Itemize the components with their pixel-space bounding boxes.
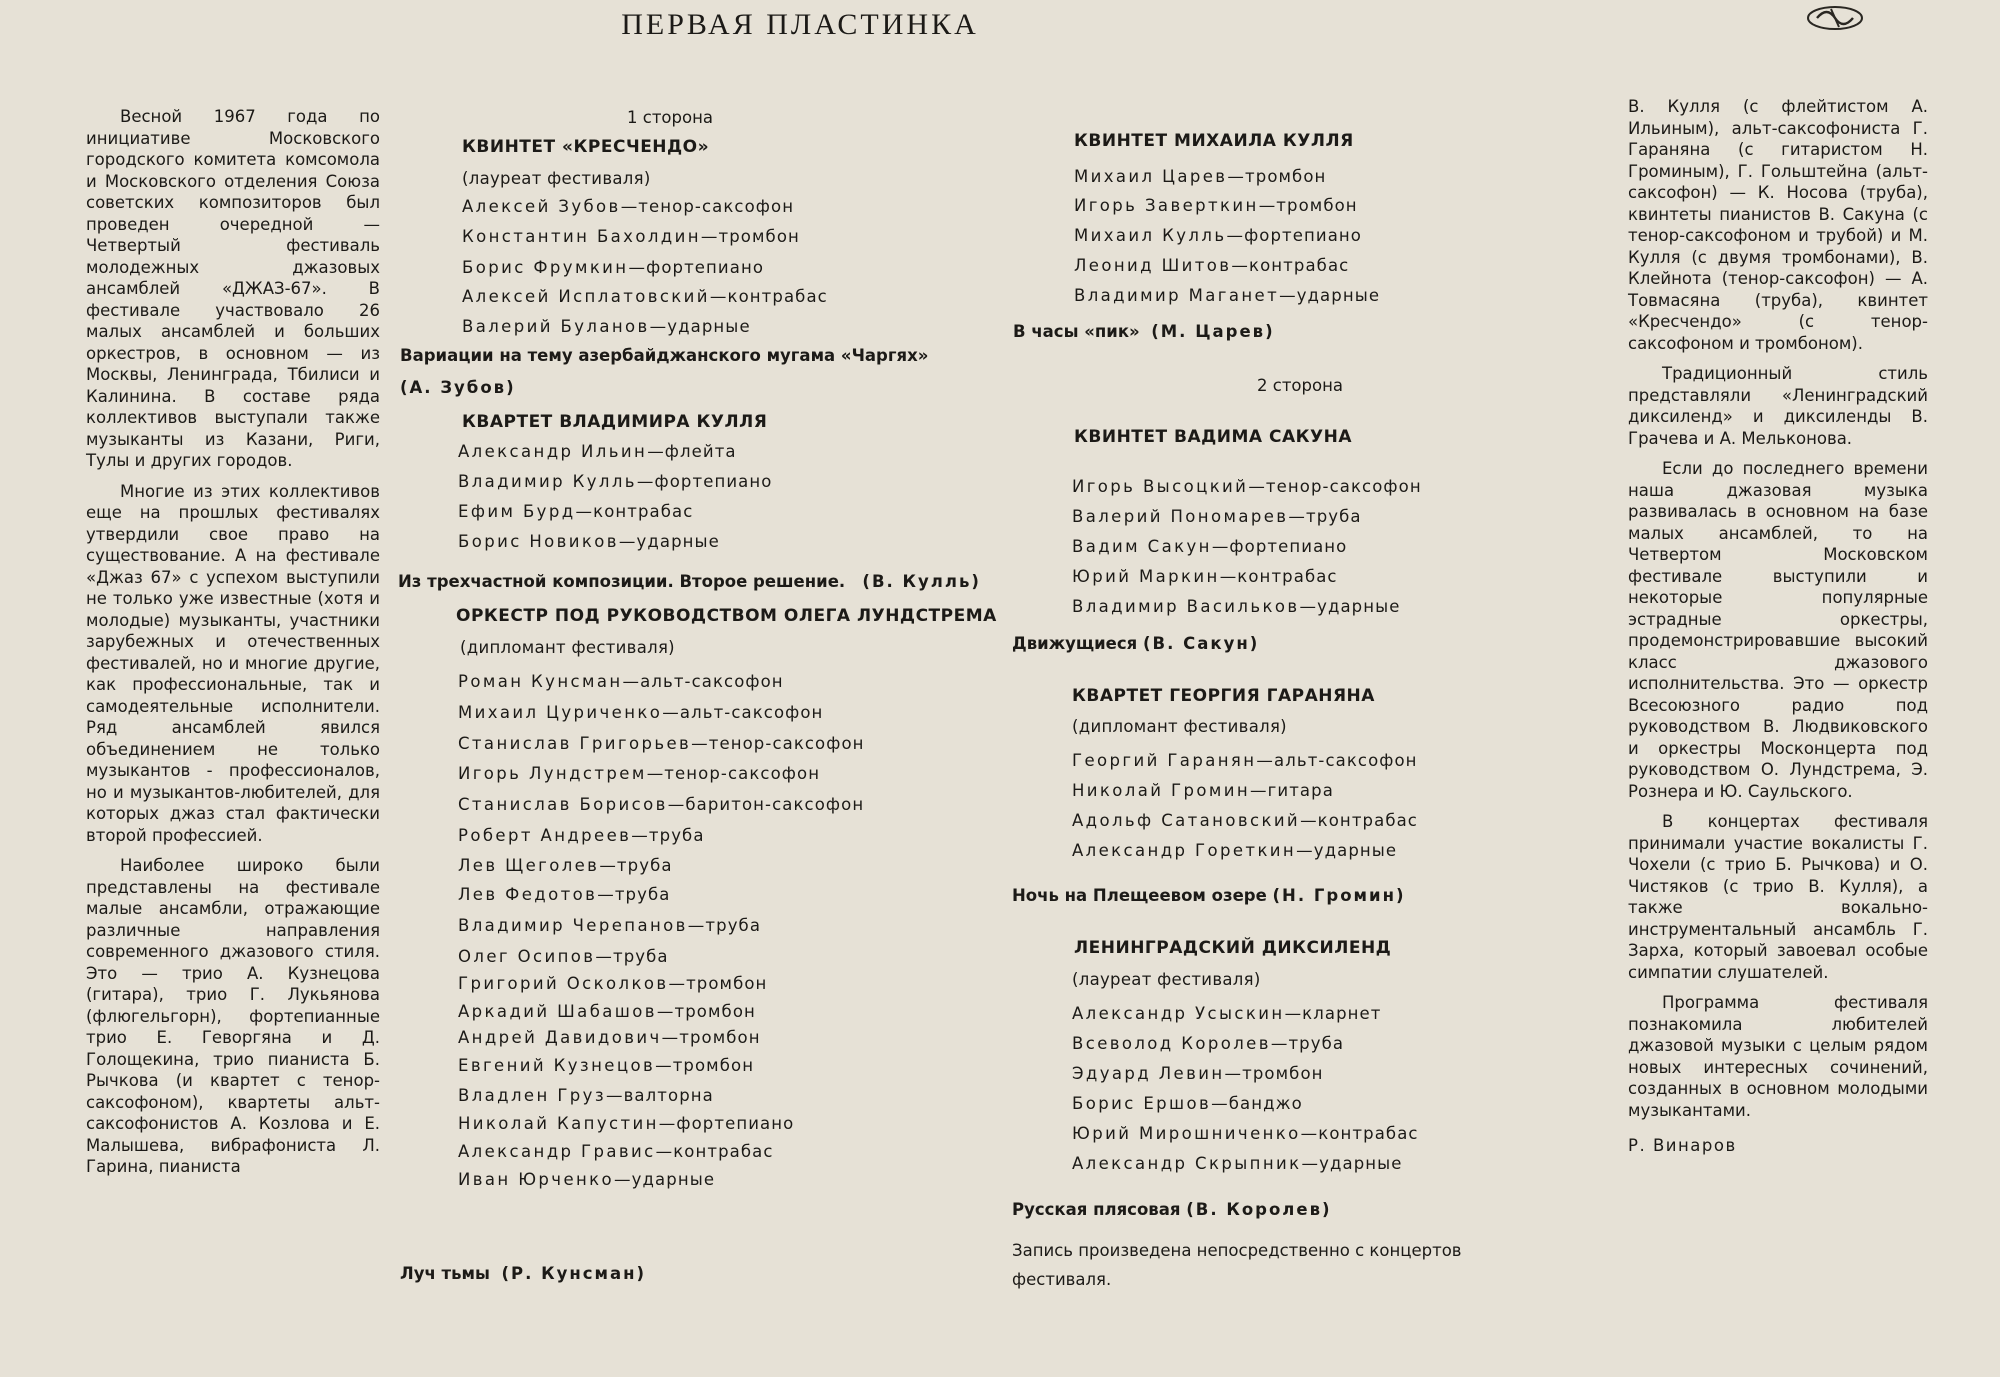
piece-title: В часы «пик» (М. Царев) [1013,322,1275,341]
musician-line: Лев Щеголев—труба [458,856,673,875]
ensemble-status: (дипломант фестиваля) [460,638,675,657]
ensemble-title: ОРКЕСТР ПОД РУКОВОДСТВОМ ОЛЕГА ЛУНДСТРЕМА [456,606,997,626]
outro-paragraph: Традиционный стиль представляли «Ленинградский диксиленд» и диксиленды В. Грачева и А. Мельконова. [1628,364,1928,448]
piece-title: Русская плясовая (В. Королев) [1012,1200,1332,1219]
recording-note: Запись произведена непосредственно с концертов фестиваля. [1012,1241,1462,1289]
musician-line: Олег Осипов—труба [458,947,669,966]
musician-line: Владимир Кулль—фортепиано [458,472,773,491]
musician-line: Валерий Буланов—ударные [462,317,751,336]
musician-line: Аркадий Шабашов—тромбон [458,1002,756,1021]
musician-line: Роберт Андреев—труба [458,826,705,845]
musician-line: Владимир Васильков—ударные [1072,597,1401,616]
musician-line: Адольф Сатановский—контрабас [1072,811,1418,830]
piece-composer: (А. Зубов) [400,378,516,397]
musician-line: Михаил Кулль—фортепиано [1074,226,1363,245]
musician-line: Вадим Сакун—фортепиано [1072,537,1348,556]
musician-line: Валерий Пономарев—труба [1072,507,1362,526]
intro-paragraph: Многие из этих коллективов еще на прошлых фестивалях утвердили свое право на существование. А на фестивале «Джаз 67» с успехом выступили не только уже известные (хотя и молодые) музыканты, участники зарубежных и отечественных фестивалей, но и многие другие, как профессиональные, так и самодеятельные исполнители. Ряд ансамблей явился объединением не только музыкантов - профессионалов, но и музыкантов-любителей, для которых джаз стал фактически второй профессией. [86,481,380,845]
ensemble-title: КВИНТЕТ ВАДИМА САКУНА [1074,427,1353,447]
ensemble-title: КВАРТЕТ ВЛАДИМИРА КУЛЛЯ [462,412,768,432]
side-1-label: 1 сторона [627,108,713,127]
musician-line: Юрий Мирошниченко—контрабас [1072,1124,1419,1143]
piece-title: Из трехчастной композиции. Второе решение. (В. Кулль) [398,572,981,591]
musician-line: Всеволод Королев—труба [1072,1034,1345,1053]
musician-line: Ефим Бурд—контрабас [458,502,694,521]
musician-line: Игорь Заверткин—тромбон [1074,196,1358,215]
musician-line: Владлен Груз—валторна [458,1086,714,1105]
musician-line: Александр Усыскин—кларнет [1072,1004,1382,1023]
musician-line: Игорь Лундстрем—тенор-саксофон [458,764,821,783]
ensemble-title: ЛЕНИНГРАДСКИЙ ДИКСИЛЕНД [1074,938,1392,958]
musician-line: Станислав Борисов—баритон-саксофон [458,795,865,814]
piece-title: Ночь на Плещеевом озере (Н. Громин) [1012,886,1406,905]
musician-line: Григорий Осколков—тромбон [458,974,768,993]
musician-line: Николай Громин—гитара [1072,781,1334,800]
musician-line: Александр Гравис—контрабас [458,1142,774,1161]
musician-line: Эдуард Левин—тромбон [1072,1064,1324,1083]
intro-paragraph: Весной 1967 года по инициативе Московского городского комитета комсомола и Московского отделения Союза советских композиторов был проведен очередной — Четвертый фестиваль молодежных джазовых ансамблей «ДЖАЗ-67». В фестивале участвовало 26 малых ансамблей и больших оркестров, в основном — из Москвы, Ленинграда, Тбилиси и Калинина. В составе ряда коллективов выступали также музыканты из Казани, Риги, Тулы и других городов. [86,107,380,470]
ensemble-title: КВИНТЕТ «КРЕСЧЕНДО» [462,137,710,157]
side-2-label: 2 сторона [1257,376,1343,395]
musician-line: Лев Федотов—труба [458,885,671,904]
outro-paragraph: Если до последнего времени наша джазовая музыка развивалась в основном на базе малых ансамблей, то на Четвертом Московском фестивале выступили и некоторые популярные эстрадные оркестры, продемонстрировавшие высокий класс джазового исполнительства. Это — оркестр Всесоюзного радио под руководством В. Людвиковского и оркестры Москонцерта под руководством О. Лундстрема, Э. Рознера и Ю. Саульского. [1628,459,1928,801]
ensemble-status: (лауреат фестиваля) [1072,970,1261,989]
ensemble-status: (дипломант фестиваля) [1072,717,1287,736]
page-title: ПЕРВАЯ ПЛАСТИНКА [621,8,979,41]
musician-line: Михаил Цуриченко—альт-саксофон [458,703,824,722]
musician-line: Владимир Маганет—ударные [1074,286,1381,305]
musician-line: Георгий Гаранян—альт-саксофон [1072,751,1418,770]
musician-line: Борис Ершов—банджо [1072,1094,1303,1113]
piece-title: Луч тьмы (Р. Кунсман) [400,1264,647,1283]
piece-title: Вариации на тему азербайджанского мугама «Чаргях» [400,346,929,365]
outro-text [1628,96,1928,1157]
intro-text [86,106,380,1178]
musician-line: Александр Горeткин—ударные [1072,841,1398,860]
melodiya-logo-icon [1805,4,1865,32]
outro-paragraph: Программа фестиваля познакомила любителей джазовой музыки с целым рядом новых интересных сочинений, созданных в основном молодыми музыкантами. [1628,993,1928,1120]
musician-line: Игорь Высоцкий—тенор-саксофон [1072,477,1422,496]
outro-paragraph: В. Кулля (с флейтистом А. Ильиным), альт-саксофониста Г. Гараняна (с гитаристом Н. Громиным), Г. Гольштейна (альт-саксофон) — К. Носова (труба), квинтеты пианистов В. Сакуна (с тенор-саксофоном и трубой) и М. Кулля (с двумя тромбонами), В. Клейнота (тенор-саксофон) — А. Товмасяна (труба), квинтет «Кресчендо» (с тенор-саксофоном и тромбоном). [1628,97,1928,353]
musician-line: Леонид Шитов—контрабас [1074,256,1350,275]
musician-line: Владимир Черепанов—труба [458,916,762,935]
musician-line: Роман Кунсман—альт-саксофон [458,672,784,691]
musician-line: Александр Скрыпник—ударные [1072,1154,1403,1173]
musician-line: Андрей Давидович—тромбон [458,1028,761,1047]
musician-line: Константин Бахолдин—тромбон [462,227,800,246]
signature: Р. Винаров [1628,1136,1737,1155]
outro-paragraph: В концертах фестиваля принимали участие вокалисты Г. Чохели (с трио Б. Рычкова) и О. Чистяков (с трио В. Кулля), а также вокально-инструментальный ансамбль Г. Зарха, который завоевал особые симпатии слушателей. [1628,812,1928,982]
musician-line: Иван Юрченко—ударные [458,1170,716,1189]
ensemble-title: КВАРТЕТ ГЕОРГИЯ ГАРАНЯНА [1072,686,1375,706]
musician-line: Юрий Маркин—контрабас [1072,567,1338,586]
musician-line: Михаил Царев—тромбон [1074,167,1327,186]
musician-line: Алексей Зубов—тенор-саксофон [462,197,795,216]
musician-line: Станислав Григорьев—тенор-саксофон [458,734,865,753]
musician-line: Алексей Исплатовский—контрабас [462,287,828,306]
musician-line: Александр Ильин—флейта [458,442,737,461]
piece-title: Движущиеся (В. Сакун) [1012,634,1260,653]
ensemble-title: КВИНТЕТ МИХАИЛА КУЛЛЯ [1074,131,1354,151]
musician-line: Борис Фрумкин—фортепиано [462,258,765,277]
musician-line: Евгений Кузнецов—тромбон [458,1056,755,1075]
ensemble-status: (лауреат фестиваля) [462,169,651,188]
intro-paragraph: Наиболее широко были представлены на фестивале малые ансамбли, отражающие различные направления современного джазового стиля. Это — трио А. Кузнецова (гитара), трио Г. Лукьянова (флюгельгорн), фортепианные трио Е. Геворгяна и Д. Голощекина, трио пианиста Б. Рычкова (и квартет с тенор-саксофоном), квартеты альт-саксофонистов А. Козлова и Е. Малышева, вибрафониста Л. Гарина, пианиста [86,856,380,1176]
musician-line: Николай Капустин—фортепиано [458,1114,795,1133]
musician-line: Борис Новиков—ударные [458,532,720,551]
